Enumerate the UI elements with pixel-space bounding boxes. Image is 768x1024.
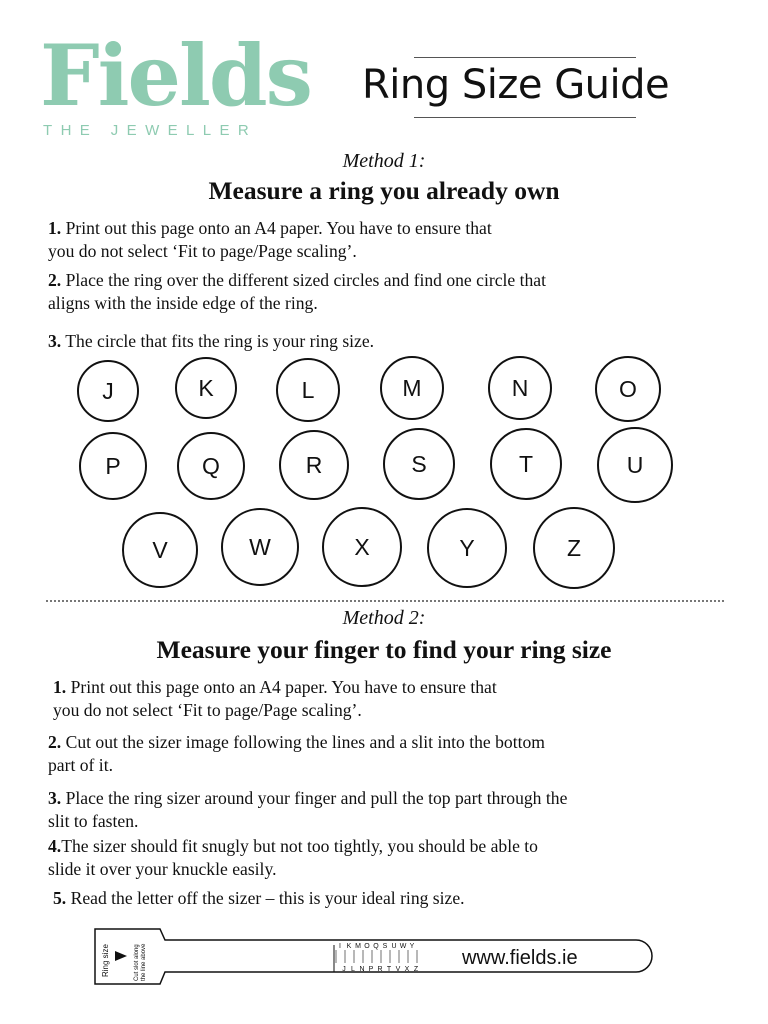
method1-step-3 [48, 330, 728, 353]
svg-text:J: J [342, 966, 346, 973]
ring-circle-n [489, 357, 551, 419]
brand-logo [40, 26, 311, 139]
svg-text:K: K [346, 943, 352, 950]
svg-text:M: M [402, 375, 422, 401]
svg-text:N: N [511, 375, 529, 401]
svg-text:P: P [105, 453, 121, 479]
ring-circle-p [80, 433, 146, 499]
svg-text:S: S [411, 451, 427, 477]
svg-text:O: O [364, 943, 370, 950]
method1-label: Method 1: [342, 150, 426, 172]
step-number: 2. [48, 270, 62, 290]
step-text: Read the letter off the sizer – this is your ideal ring size. [70, 888, 465, 908]
step-text-cont: part of it. [48, 754, 113, 775]
svg-text:T: T [518, 451, 534, 477]
section-divider [46, 600, 724, 602]
svg-text:J: J [102, 378, 114, 404]
step-text: Place the ring sizer around your finger and pull the top part through the [65, 788, 568, 808]
svg-text:Z: Z [566, 535, 582, 561]
method1-step-2 [48, 269, 728, 314]
step-text: Place the ring over the different sized circles and find one circle that [65, 270, 546, 290]
sizer-cut-text-2: the line above [141, 943, 147, 981]
step-text: The circle that fits the ring is your ring size. [65, 331, 375, 351]
method2-heading: Measure your finger to find your ring size [156, 635, 612, 664]
step-text-cont: you do not select ‘Fit to page/Page scaling’. [48, 240, 357, 261]
step-text-cont: you do not select ‘Fit to page/Page scaling’. [53, 699, 362, 720]
svg-text:L: L [351, 966, 355, 973]
ring-circle-v [123, 513, 197, 587]
step-number: 4. [48, 836, 62, 856]
svg-text:R: R [305, 452, 323, 478]
svg-text:Q: Q [373, 943, 379, 950]
sizer-ticks [336, 950, 417, 963]
svg-text:O: O [619, 376, 637, 402]
step-number: 1. [48, 218, 62, 238]
svg-text:T: T [386, 966, 392, 973]
ring-circle-r [280, 431, 348, 499]
step-text-cont: slide it over your knuckle easily. [48, 858, 277, 879]
svg-text:X: X [354, 534, 370, 560]
sizer-website: www.fields.ie [462, 947, 578, 969]
sizer-top-letters [339, 943, 415, 950]
svg-text:N: N [359, 966, 365, 973]
ring-circle-w [222, 509, 298, 585]
step-text: Print out this page onto an A4 paper. You have to ensure that [65, 218, 492, 238]
method1-heading: Measure a ring you already own [208, 176, 560, 205]
svg-text:X: X [404, 966, 410, 973]
svg-text:V: V [395, 966, 401, 973]
step-number: 2. [48, 732, 62, 752]
ring-circle-l [277, 359, 339, 421]
step-text-cont: aligns with the inside edge of the ring. [48, 292, 318, 313]
step-number: 3. [48, 331, 62, 351]
method2-label: Method 2: [342, 607, 426, 629]
svg-text:K: K [198, 375, 214, 401]
svg-text:S: S [382, 943, 388, 950]
step-text: Print out this page onto an A4 paper. You have to ensure that [70, 677, 497, 697]
svg-text:W: W [249, 534, 271, 560]
page-title: Ring Size Guide [362, 62, 670, 108]
step-text: Cut out the sizer image following the lines and a slit into the bottom [65, 732, 545, 752]
step-number: 1. [53, 677, 67, 697]
ring-circle-y [428, 509, 506, 587]
method2-step-2 [48, 731, 728, 776]
svg-text:I: I [339, 943, 341, 950]
ring-circle-k [176, 358, 236, 418]
sizer-scale [336, 943, 419, 973]
arrow-icon [115, 951, 127, 961]
ring-size-circles [0, 355, 768, 595]
ring-circle-q [178, 433, 244, 499]
svg-text:L: L [301, 377, 315, 403]
ring-sizer-strip [0, 925, 768, 1005]
svg-text:V: V [152, 537, 168, 563]
method2-step-3 [48, 787, 728, 832]
svg-text:M: M [355, 943, 361, 950]
svg-text:U: U [391, 943, 397, 950]
method2-step-1 [53, 676, 733, 721]
ring-circle-x [323, 508, 401, 586]
title-rule-bottom [414, 117, 636, 118]
svg-text:Y: Y [409, 943, 415, 950]
sizer-cut-text-1: Cut slot along [134, 944, 140, 981]
brand-name: Fields [40, 26, 311, 125]
ring-circle-z [534, 508, 614, 588]
step-number: 5. [53, 888, 67, 908]
method1-step-1 [48, 217, 728, 262]
ring-circle-o [596, 357, 660, 421]
title-rule-top [414, 57, 636, 58]
ring-circle-u [598, 428, 672, 502]
method2-step-5 [53, 887, 733, 910]
svg-text:Q: Q [202, 453, 220, 479]
svg-text:P: P [368, 966, 374, 973]
method2-step-4 [48, 835, 728, 880]
ring-circle-t [491, 429, 561, 499]
sizer-bottom-letters [342, 966, 419, 973]
step-text: The sizer should fit snugly but not too tightly, you should be able to [61, 836, 538, 856]
svg-text:Z: Z [413, 966, 419, 973]
ring-circle-m [381, 357, 443, 419]
svg-text:R: R [377, 966, 383, 973]
ring-circle-s [384, 429, 454, 499]
sizer-side-label: Ring size [101, 944, 110, 977]
step-number: 3. [48, 788, 62, 808]
ring-circle-j [78, 361, 138, 421]
brand-tagline: THE JEWELLER [43, 122, 258, 139]
svg-text:W: W [399, 943, 407, 950]
step-text-cont: slit to fasten. [48, 810, 139, 831]
svg-text:U: U [626, 452, 644, 478]
svg-text:Y: Y [459, 535, 475, 561]
